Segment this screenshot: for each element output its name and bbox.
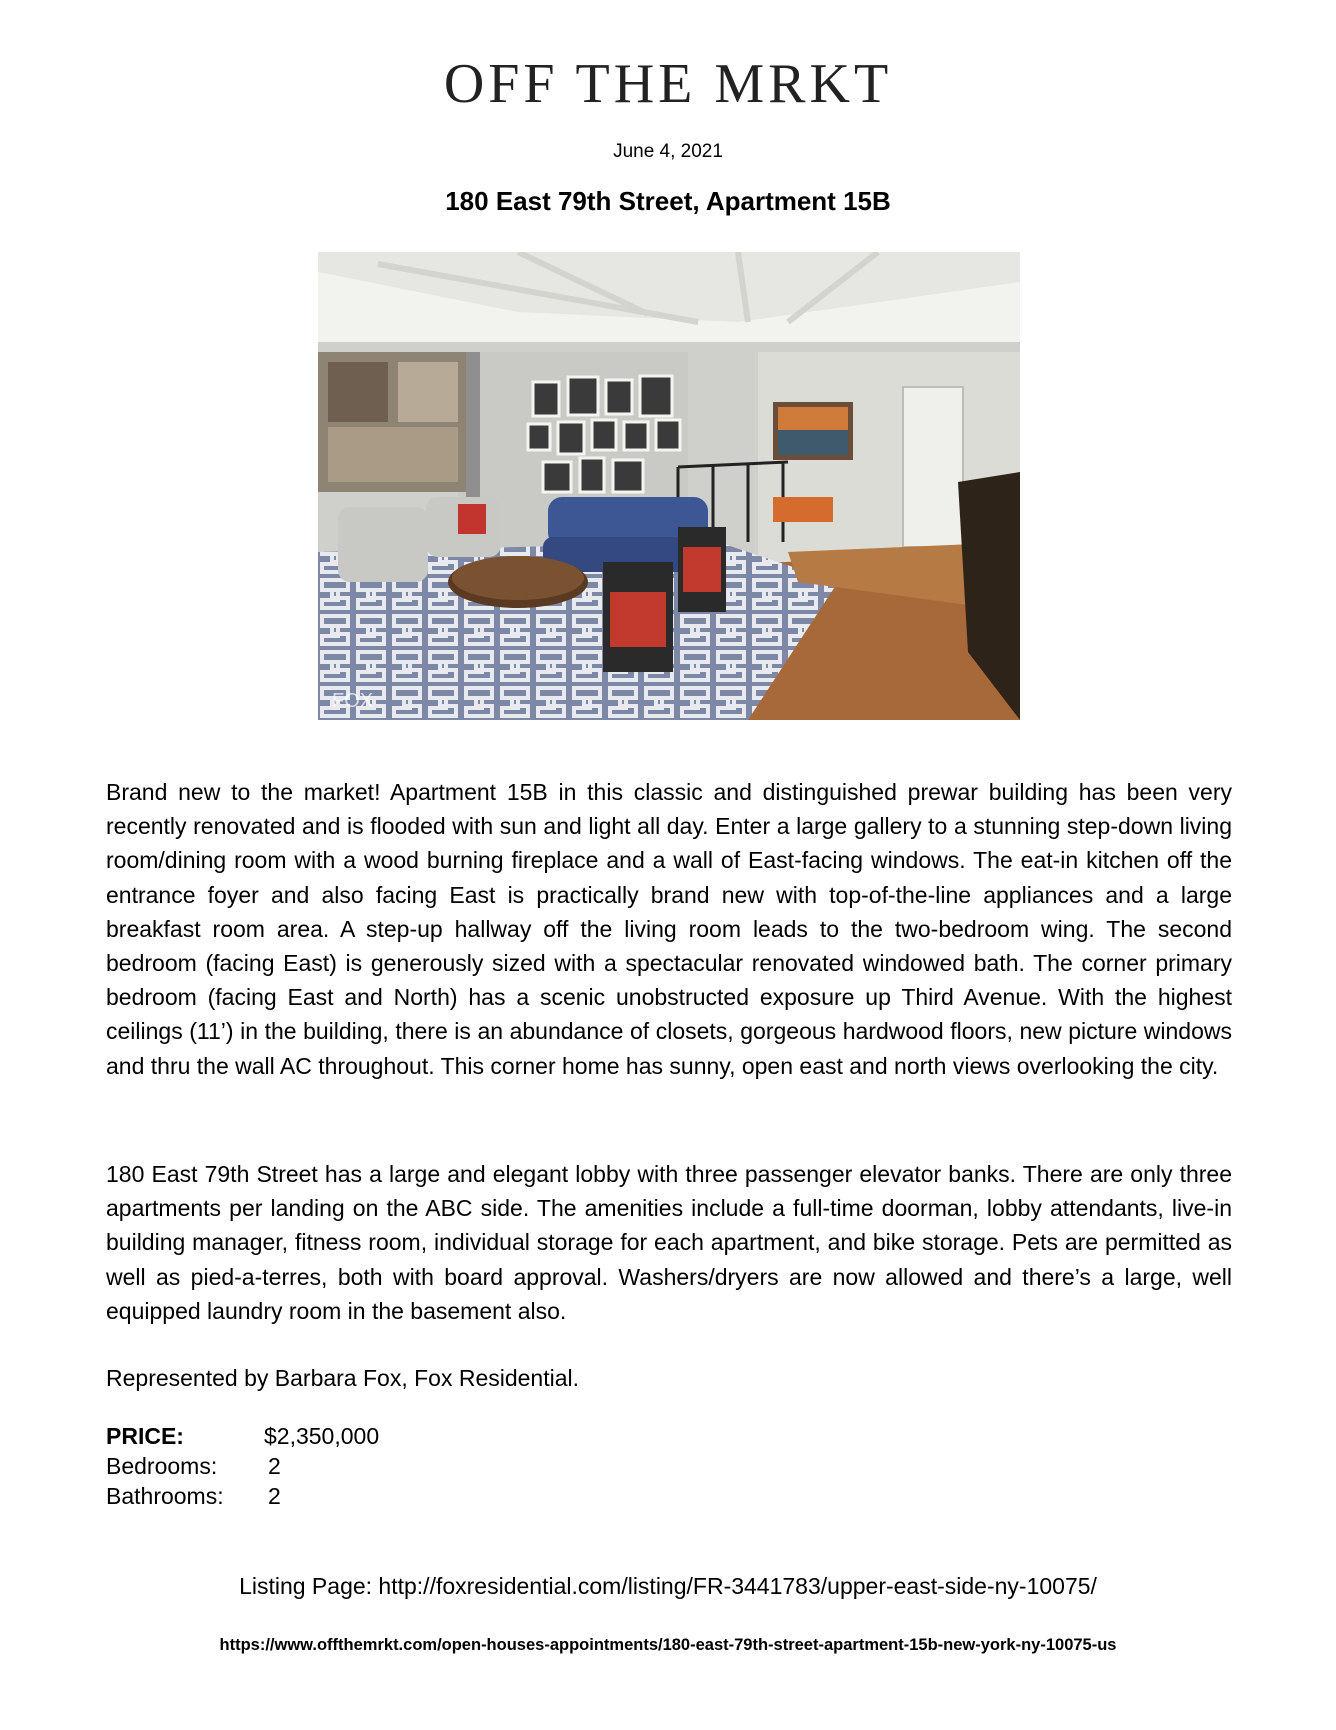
representation-text: Represented by Barbara Fox, Fox Residential. <box>106 1365 580 1391</box>
bedrooms-value: 2 <box>268 1453 281 1479</box>
bathrooms-value: 2 <box>268 1483 281 1509</box>
bedrooms-row <box>106 1451 379 1481</box>
living-room-photo <box>318 252 1020 720</box>
bathrooms-label: Bathrooms: <box>106 1483 224 1509</box>
photo-watermark: FOX <box>332 690 374 712</box>
listing-facts <box>106 1421 379 1511</box>
price-value: $2,350,000 <box>264 1423 380 1449</box>
brand-logo: OFF THE MRKT <box>443 53 893 115</box>
listing-title: 180 East 79th Street, Apartment 15B <box>445 186 891 216</box>
listing-page-link[interactable]: Listing Page: http://foxresidential.com/listing/FR-3441783/upper-east-side-ny-10075/ <box>239 1573 1097 1599</box>
source-url-link[interactable]: https://www.offthemrkt.com/open-houses-appointments/180-east-79th-street-apartment-15b-new-york-ny-10075-us <box>219 1636 1117 1654</box>
publish-date: June 4, 2021 <box>613 141 723 162</box>
description-paragraph-2: 180 East 79th Street has a large and elegant lobby with three passenger elevator banks. There are only three apartments per landing on the ABC side. The amenities include a full-time doorman, lobby attendants, live-in building manager, fitness room, individual storage for each apartment, and bike storage. Pets are permitted as well as pied-a-terres, both with board approval. Washers/dryers are now allowed and there’s a large, well equipped laundry room in the basement also. <box>106 1161 1232 1324</box>
bathrooms-row <box>106 1481 379 1511</box>
bedrooms-label: Bedrooms: <box>106 1453 218 1479</box>
price-label: PRICE: <box>106 1423 184 1449</box>
price-row <box>106 1421 379 1451</box>
description-paragraph-1: Brand new to the market! Apartment 15B in this classic and distinguished prewar building has been very recently renovated and is flooded with sun and light all day. Enter a large gallery to a stunning step-down living room/dining room with a wood burning fireplace and a wall of East-facing windows. The eat-in kitchen off the entrance foyer and also facing East is practically brand new with top-of-the-line appliances and a large breakfast room area. A step-up hallway off the living room leads to the two-bedroom wing. The second bedroom (facing East) is generously sized with a spectacular renovated windowed bath. The corner primary bedroom (facing East and North) has a scenic unobstructed exposure up Third Avenue. With the highest ceilings (11’) in the building, there is an abundance of closets, gorgeous hardwood floors, new picture windows and thru the wall AC throughout. This corner home has sunny, open east and north views overlooking the city. <box>106 779 1232 1079</box>
